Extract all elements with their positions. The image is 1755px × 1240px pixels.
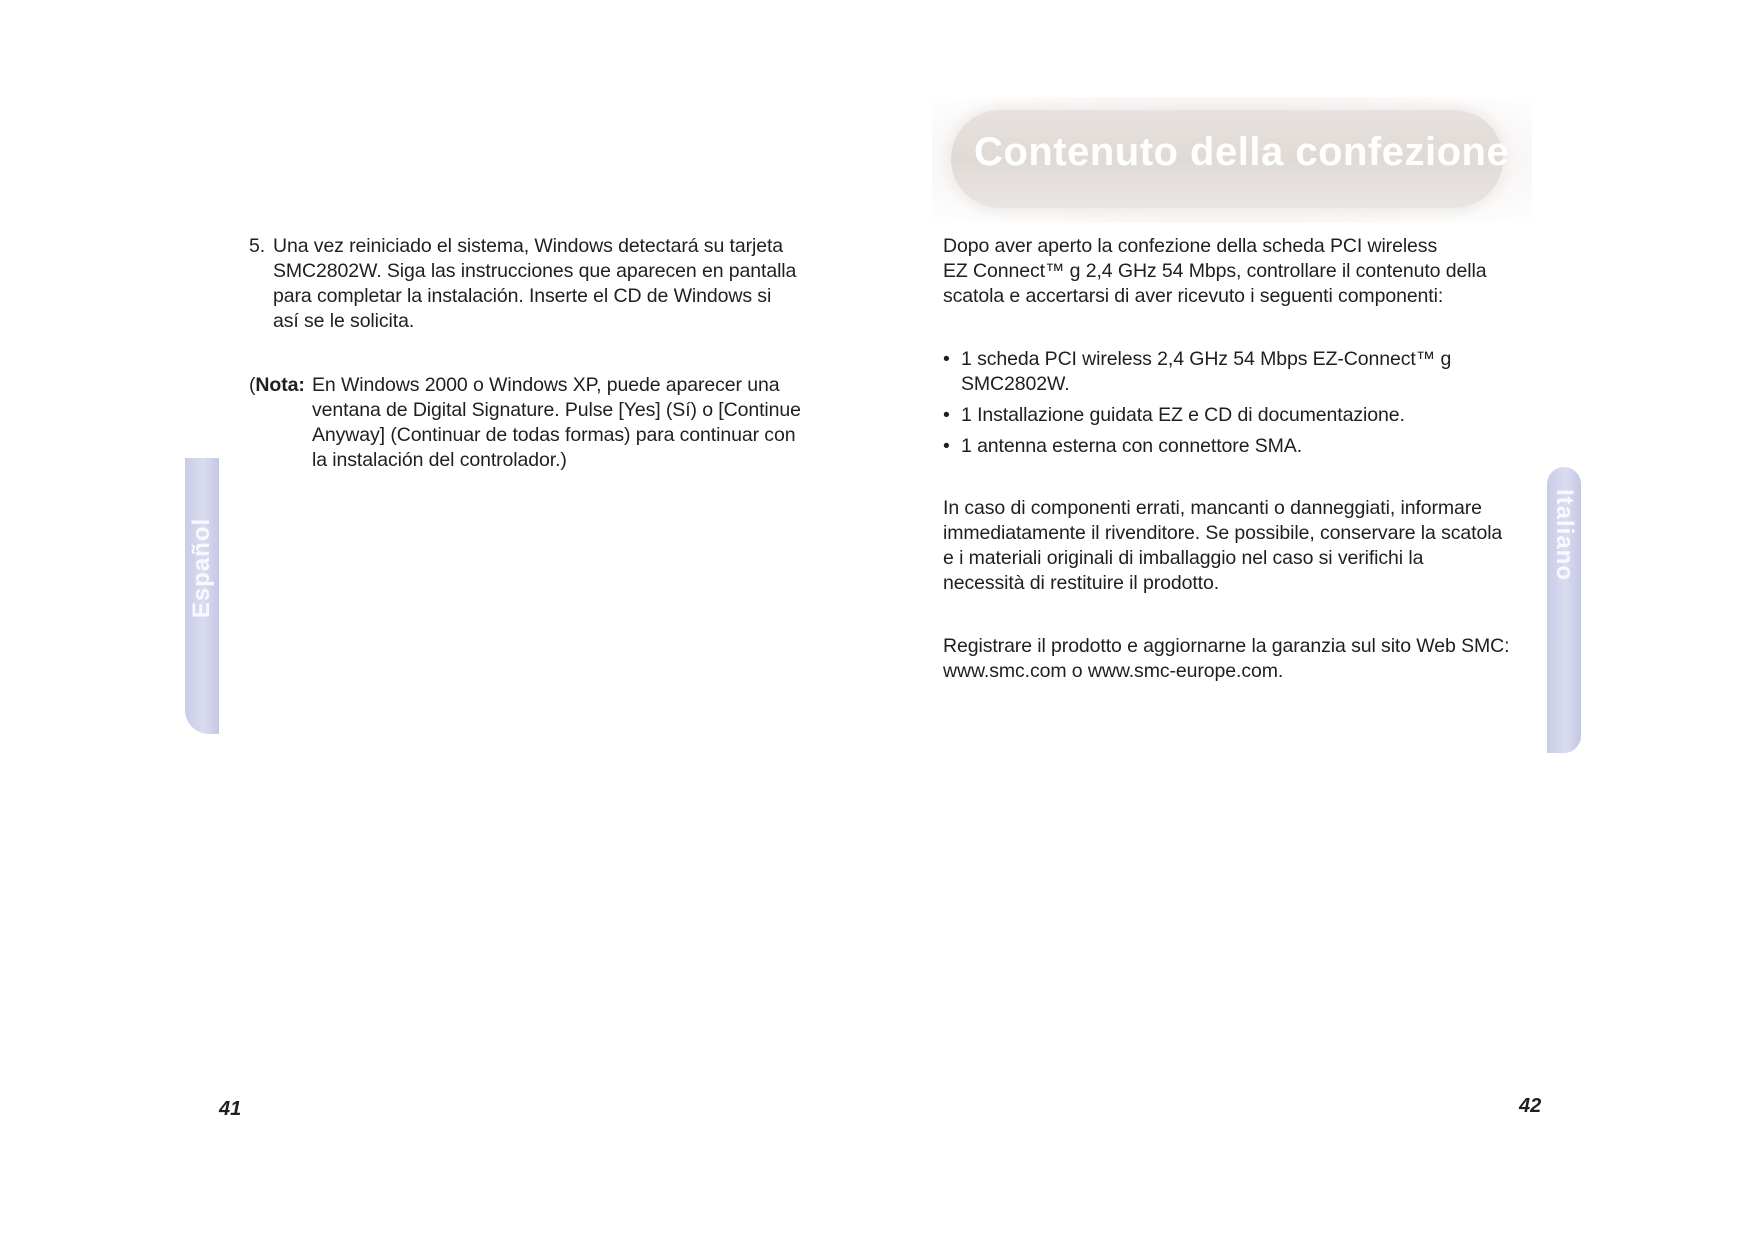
step-line: SMC2802W. Siga las instrucciones que aparecen en pantalla [273, 260, 797, 282]
list-item-line: 1 Installazione guidata EZ e CD di documentazione. [961, 404, 1405, 426]
note-block [249, 373, 829, 473]
instruction-step-5 [249, 234, 809, 334]
page-number-left: 41 [219, 1098, 242, 1120]
damage-line: In caso di componenti errati, mancanti o danneggiati, informare [943, 497, 1482, 519]
damage-line: immediatamente il rivenditore. Se possibile, conservare la scatola [943, 522, 1503, 544]
language-tab-espanol [185, 458, 219, 734]
note-line: la instalación del controlador.) [312, 449, 567, 471]
step-number: 5. [249, 235, 266, 257]
step-line: para completar la instalación. Inserte el CD de Windows si [273, 285, 772, 307]
note-line: En Windows 2000 o Windows XP, puede aparecer una [312, 374, 780, 396]
register-line: www.smc.com o www.smc-europe.com. [943, 660, 1284, 682]
damage-line: e i materiali originali di imballaggio nel caso si verifichi la [943, 547, 1424, 569]
damage-line: necessità di restituire il prodotto. [943, 572, 1220, 594]
step-line: Una vez reiniciado el sistema, Windows detectará su tarjeta [273, 235, 784, 257]
registration-paragraph [943, 634, 1523, 684]
intro-line: EZ Connect™ g 2,4 GHz 54 Mbps, controllare il contenuto della [943, 260, 1487, 282]
step-line: así se le solicita. [273, 310, 415, 332]
note-label: (Nota: [249, 374, 305, 396]
list-item-line: 1 antenna esterna con connettore SMA. [961, 435, 1303, 457]
intro-line: Dopo aver aperto la confezione della scheda PCI wireless [943, 235, 1438, 257]
bullet-icon: • [943, 404, 950, 426]
intro-line: scatola e accertarsi di aver ricevuto i seguenti componenti: [943, 285, 1444, 307]
page-number-right: 42 [1519, 1095, 1542, 1117]
list-item [943, 347, 1523, 397]
language-tab-label: Español [188, 517, 215, 619]
bullet-icon: • [943, 348, 950, 370]
register-line: Registrare il prodotto e aggiornarne la garanzia sul sito Web SMC: [943, 635, 1510, 657]
list-item [943, 403, 1523, 428]
package-contents-list [943, 347, 1523, 465]
note-line: ventana de Digital Signature. Pulse [Yes] (Sí) o [Continue [312, 399, 801, 421]
left-page [0, 0, 877, 1240]
bullet-icon: • [943, 435, 950, 457]
list-item-line: SMC2802W. [961, 373, 1070, 395]
page-title: Contenuto della confezione [974, 130, 1510, 174]
list-item-line: 1 scheda PCI wireless 2,4 GHz 54 Mbps EZ-Connect™ g [961, 348, 1452, 370]
intro-paragraph [943, 234, 1523, 309]
language-tab-italiano [1547, 467, 1581, 753]
list-item [943, 434, 1523, 459]
damaged-items-paragraph [943, 496, 1523, 596]
language-tab-label: Italiano [1551, 488, 1578, 582]
note-line: Anyway] (Continuar de todas formas) para continuar con [312, 424, 796, 446]
